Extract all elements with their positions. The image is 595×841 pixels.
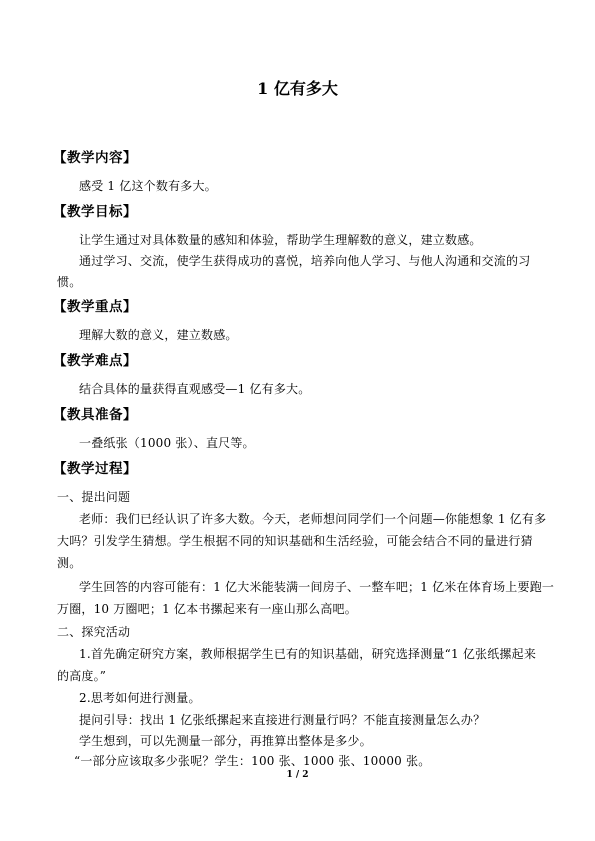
paragraph-line: 一叠纸张（1000 张）、直尺等。 (79, 436, 255, 450)
paragraph-line: 通过学习、交流，使学生获得成功的喜悦，培养向他人学习、与他人沟通和交流的习 (79, 254, 531, 268)
paragraph-line: 让学生通过对具体数量的感知和体验，帮助学生理解数的意义，建立数感。 (79, 233, 482, 247)
paragraph-line: 2.思考如何进行测量。 (79, 691, 201, 705)
section-heading-key-points: 【教学重点】 (53, 299, 137, 315)
paragraph-line: 大吗？引发学生猜想。学生根据不同的知识基础和生活经验，可能会结合不同的量进行猜 (57, 534, 533, 548)
paragraph-line: 理解大数的意义，建立数感。 (79, 328, 238, 342)
subsection-heading: 二、探究活动 (57, 625, 131, 639)
paragraph-line: 提问引导：找出 1 亿张纸摞起来直接进行测量行吗？不能直接测量怎么办？ (79, 713, 486, 727)
paragraph-line: 1.首先确定研究方案，教师根据学生已有的知识基础，研究选择测量“1 亿张纸摞起来 (79, 647, 537, 661)
section-heading-process: 【教学过程】 (53, 461, 137, 477)
paragraph-line: 学生想到，可以先测量一部分，再推算出整体是多少。 (79, 734, 372, 748)
paragraph-line: 学生回答的内容可能有：1 亿大米能装满一间房子、一整车吧；1 亿米在体育场上要跑一 (79, 580, 555, 594)
page-number: 1 / 2 (286, 770, 309, 780)
section-heading-difficulties: 【教学难点】 (53, 353, 137, 369)
paragraph-line: 结合具体的量获得直观感受—1 亿有多大。 (79, 382, 311, 396)
section-heading-objectives: 【教学目标】 (53, 204, 137, 220)
paragraph-line: 的高度。” (57, 669, 107, 683)
paragraph-line: 感受 1 亿这个数有多大。 (79, 179, 217, 193)
paragraph-line: 老师：我们已经认识了许多大数。今天，老师想问同学们一个问题—你能想象 1 亿有多 (79, 512, 547, 526)
document-title: 1 亿有多大 (257, 79, 338, 98)
paragraph-line: 测。 (57, 556, 82, 570)
section-heading-content: 【教学内容】 (53, 150, 137, 166)
subsection-heading: 一、提出问题 (57, 490, 131, 504)
paragraph-line: “一部分应该取多少张呢？学生：100 张、1000 张、10000 张。 (74, 754, 431, 768)
section-heading-materials: 【教具准备】 (53, 407, 137, 423)
paragraph-line: 万圈，10 万圈吧；1 亿本书摞起来有一座山那么高吧。 (57, 602, 357, 616)
paragraph-line: 惯。 (57, 275, 82, 289)
